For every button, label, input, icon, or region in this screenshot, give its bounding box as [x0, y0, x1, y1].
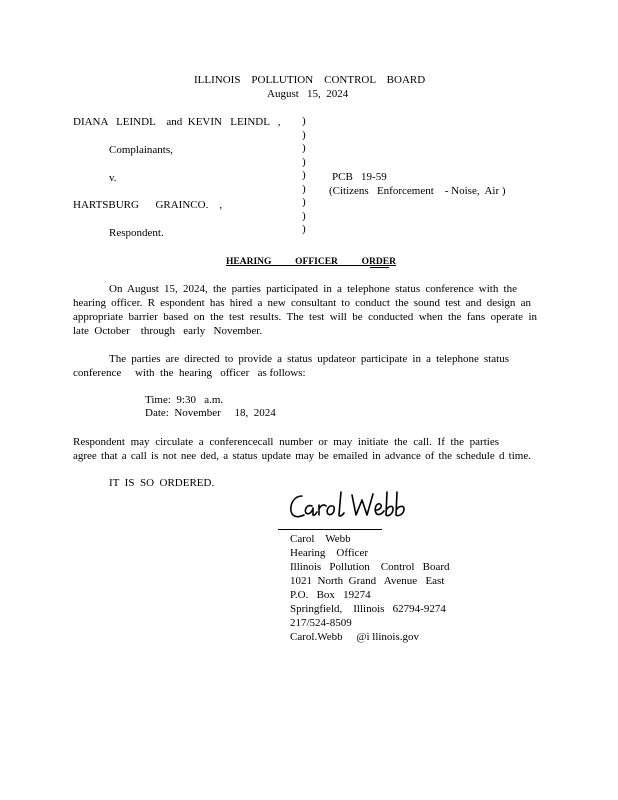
signer-street: 1021 North Grand Avenue East [290, 575, 445, 587]
caption-paren: ) [302, 223, 306, 235]
signer-city: Springfield, Illinois 62794-9274 [290, 603, 446, 615]
caption-paren: ) [302, 182, 306, 195]
caption-paren: ) [302, 196, 306, 208]
caption-paren: ) [302, 115, 306, 127]
order-date: August 15, 2024 [267, 88, 349, 100]
versus-label: v. [109, 172, 117, 184]
paragraph-1-line: On August 15, 2024, the parties participated in a telephone status conference with the [109, 283, 517, 295]
caption-paren: ) [302, 155, 306, 168]
signer-phone: 217/524-8509 [290, 617, 352, 629]
signer-title: Hearing Officer [290, 547, 368, 559]
case-number: PCB 19-59 [332, 171, 387, 183]
respondent-label: Respondent. [109, 227, 164, 239]
board-heading: ILLINOIS POLLUTION CONTROL BOARD [194, 74, 426, 86]
order-title-underline-tail [370, 267, 389, 268]
signer-po-box: P.O. Box 19274 [290, 589, 371, 601]
signature-line [278, 529, 382, 530]
caption-paren: ) [302, 169, 306, 181]
paragraph-2-line: The parties are directed to provide a status updateor participate in a telephone status [109, 353, 509, 365]
caption-paren: ) [302, 142, 306, 154]
paragraph-3-line: Respondent may circulate a conferencecall number or may initiate the call. If the parties [73, 436, 499, 448]
case-type: (Citizens Enforcement - Noise, Air ) [329, 185, 506, 197]
signer-email: Carol.Webb @i llinois.gov [290, 631, 420, 643]
paragraph-1-line: hearing officer. R espondent has hired a new consultant to conduct the sound test and design an [73, 297, 531, 309]
paragraph-1-line: appropriate barrier based on the test results. The test will be conducted when the fans operate in [73, 311, 537, 323]
signer-name: Carol Webb [290, 533, 351, 545]
caption-paren: ) [302, 209, 306, 222]
respondent-name: HARTSBURG GRAINCO. , [73, 199, 223, 211]
order-title: HEARING OFFICER ORDER [226, 257, 396, 267]
handwritten-signature [288, 488, 418, 524]
hearing-time: Time: 9:30 a.m. [145, 394, 224, 406]
caption-paren: ) [302, 128, 306, 141]
complainants-names: DIANA LEINDL and KEVIN LEINDL , [73, 116, 281, 128]
signer-agency: Illinois Pollution Control Board [290, 561, 450, 573]
paragraph-3-line: agree that a call is not nee ded, a status update may be emailed in advance of the schedule d time. [73, 450, 531, 462]
complainants-label: Complainants, [109, 144, 173, 156]
closing-statement: IT IS SO ORDERED. [109, 477, 215, 489]
paragraph-1-line: late October through early November. [73, 325, 263, 337]
paragraph-2-line: conference with the hearing officer as follows: [73, 367, 306, 379]
hearing-date: Date: November 18, 2024 [145, 407, 276, 419]
